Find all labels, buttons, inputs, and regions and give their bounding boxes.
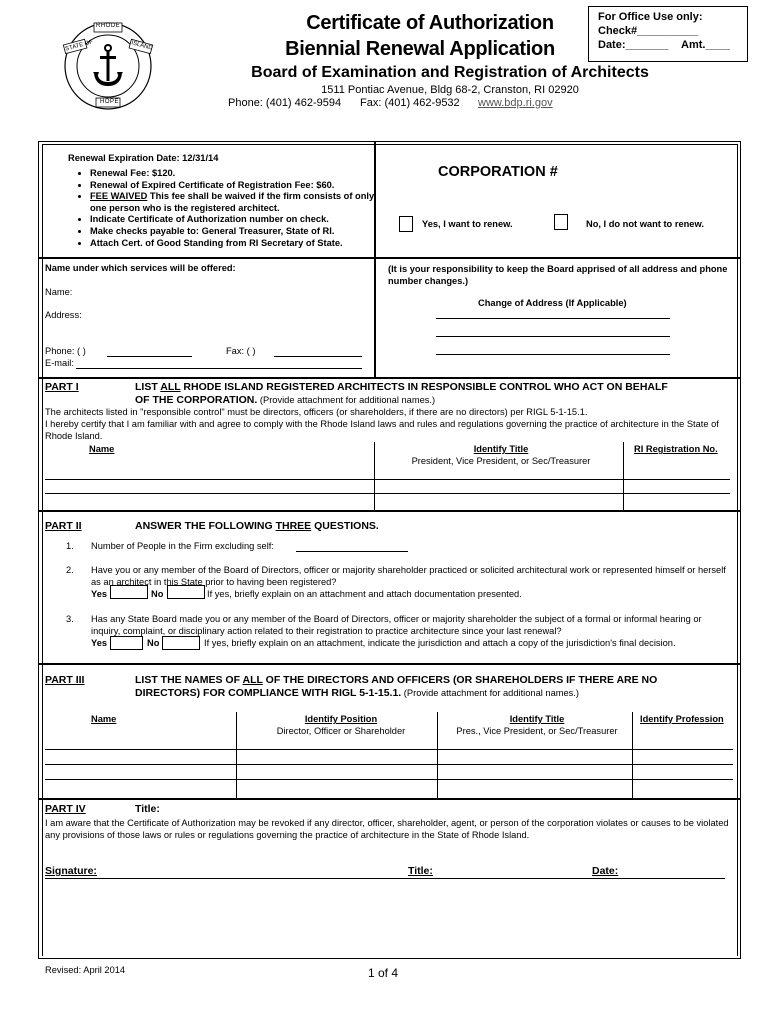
seal-top-text: RHODE <box>96 23 121 29</box>
seal-bottom-text: HOPE <box>100 99 120 105</box>
signature-date-label: Date: <box>592 865 619 877</box>
renewal-item: • FEE WAIVED This fee shall be waived if the firm consists of only one person who is the registered architect. <box>90 191 390 214</box>
q2-no-box[interactable] <box>167 585 205 599</box>
corporation-number-label: CORPORATION # <box>438 164 558 180</box>
board-website-link[interactable]: www.bdp.ri.gov <box>478 97 553 109</box>
part3-col-profession: Identify Profession <box>640 714 724 724</box>
q3-no-label: No <box>147 638 160 648</box>
part1-col-name: Name <box>89 444 115 454</box>
part1-col-reg: RI Registration No. <box>634 444 718 454</box>
part3-row-line[interactable] <box>45 764 733 765</box>
part3-label: PART III <box>45 674 85 686</box>
part4-title: Title: <box>135 803 160 815</box>
board-fax: Fax: (401) 462-9532 <box>360 97 460 109</box>
renewal-expiration: Renewal Expiration Date: 12/31/14 <box>68 153 219 163</box>
title-line-1: Certificate of Authorization <box>306 12 554 34</box>
renewal-item: • Indicate Certificate of Authorization number on check. <box>90 214 390 226</box>
renewal-item: • Renewal Fee: $120. <box>90 168 390 180</box>
renew-no-label: No, I do not want to renew. <box>586 219 704 229</box>
signature-input[interactable] <box>45 878 725 879</box>
q3-text: Has any State Board made you or any member of the Board of Directors, officer or majority shareholder the subject of a formal or informal hearing or inquiry, complaint, or disciplinary action related to their registration to practice architecture since your last renewal? <box>91 614 702 636</box>
part1-row-line[interactable] <box>45 493 730 494</box>
fax-input[interactable] <box>274 356 362 357</box>
change-address-line-2[interactable] <box>436 336 670 337</box>
renewal-item: • Renewal of Expired Certificate of Registration Fee: $60. <box>90 180 390 192</box>
part2-title: ANSWER THE FOLLOWING THREE QUESTIONS. <box>135 520 379 532</box>
board-address: 1511 Pontiac Avenue, Bldg 68-2, Cranston, RI 02920 <box>321 84 579 96</box>
services-address-label: Address: <box>45 310 82 320</box>
office-use-title: For Office Use only: <box>598 11 703 23</box>
office-use-check: Check#__________ <box>598 25 699 37</box>
seal-left-text: STATE OF <box>64 39 94 53</box>
part1-col-title: Identify Title <box>473 444 529 454</box>
part1-row-line[interactable] <box>45 479 730 480</box>
part1-paragraph-1: The architects listed in "responsible control" must be directors, officers (or shareholders, if there are no directors) per RIGL 5-1-15.1. <box>45 407 588 417</box>
part1-label: PART I <box>45 381 79 393</box>
revised-date: Revised: April 2014 <box>45 965 126 975</box>
q3-no-box[interactable] <box>162 636 200 650</box>
q3-yes-label: Yes <box>91 638 108 648</box>
change-address-heading: Change of Address (If Applicable) <box>478 298 627 308</box>
q3-number: 3. <box>66 614 74 624</box>
part3-col-name: Name <box>91 714 117 724</box>
signature-label: Signature: <box>45 865 97 877</box>
signature-title-label: Title: <box>408 865 433 877</box>
services-heading: Name under which services will be offered: <box>45 263 236 273</box>
renew-no-checkbox[interactable] <box>554 214 568 230</box>
q3-if-yes: If yes, briefly explain on an attachment, indicate the jurisdiction and attach a copy of the jurisdiction's final decision. <box>204 638 676 648</box>
board-name: Board of Examination and Registration of Architects <box>251 64 649 81</box>
renew-yes-label: Yes, I want to renew. <box>422 219 513 229</box>
state-seal <box>62 20 154 112</box>
q2-text: Have you or any member of the Board of Directors, officer or majority shareholder practiced or solicited architectural work or represented himself or herself as an architect in this State prior to having been registered? <box>91 565 726 587</box>
title-line-2: Biennial Renewal Application <box>285 38 555 60</box>
q2-number: 2. <box>66 565 74 575</box>
q1-people-input[interactable] <box>296 551 408 552</box>
part3-row-line[interactable] <box>45 749 733 750</box>
q2-if-yes: If yes, briefly explain on an attachment and attach documentation presented. <box>207 589 522 599</box>
seal-right-text: ISLAND <box>130 40 154 52</box>
part4-paragraph: I am aware that the Certificate of Authorization may be revoked if any director, officer, shareholder, agent, or person of the corporation violates or causes to be violated any provisions of those laws or rules or regulations governing the practice of architecture in the State of Rhode Island. <box>45 818 729 840</box>
part3-title-line2: DIRECTORS) FOR COMPLIANCE WITH RIGL 5-1-15.1. (Provide attachment for additional names.) <box>135 687 579 699</box>
q2-yes-box[interactable] <box>110 585 148 599</box>
part1-title-line2: OF THE CORPORATION. (Provide attachment for additional names.) <box>135 394 436 406</box>
part3-col-title-sub: Pres., Vice President, or Sec/Treasurer <box>456 726 618 736</box>
part1-paragraph-2: I hereby certify that I am familiar with and agree to comply with the Rhode Island laws and rules and regulations governing the practice of architecture in the State of Rhode Island. <box>45 419 719 441</box>
part4-label: PART IV <box>45 803 86 815</box>
email-input[interactable] <box>76 368 362 369</box>
q1-number: 1. <box>66 541 74 551</box>
office-use-box <box>588 6 748 62</box>
board-phone: Phone: (401) 462-9594 <box>228 97 342 109</box>
renewal-list <box>68 168 390 249</box>
office-use-amt: Amt.____ <box>681 39 730 51</box>
phone-input[interactable] <box>107 356 192 357</box>
services-phone-label: Phone: ( ) <box>45 346 86 356</box>
page-number: 1 of 4 <box>368 966 399 980</box>
change-address-line-1[interactable] <box>436 318 670 319</box>
part3-row-line[interactable] <box>45 779 733 780</box>
q1-text: Number of People in the Firm excluding self: <box>91 541 274 551</box>
change-address-line-3[interactable] <box>436 354 670 355</box>
part1-title: LIST ALL RHODE ISLAND REGISTERED ARCHITECTS IN RESPONSIBLE CONTROL WHO ACT ON BEHALF <box>135 381 668 393</box>
services-fax-label: Fax: ( ) <box>226 346 256 356</box>
office-use-date: Date:_______ <box>598 39 669 51</box>
q2-no-label: No <box>151 589 164 599</box>
part3-col-position: Identify Position <box>304 714 378 724</box>
part1-col-title-sub: President, Vice President, or Sec/Treasurer <box>411 456 591 466</box>
q3-yes-box[interactable] <box>110 636 143 650</box>
change-address-note: (It is your responsibility to keep the Board apprised of all address and phone number changes.) <box>388 264 728 286</box>
services-email-label: E-mail: <box>45 358 74 368</box>
renewal-item: • Make checks payable to: General Treasurer, State of RI. <box>90 226 390 238</box>
part2-label: PART II <box>45 520 82 532</box>
renew-yes-checkbox[interactable] <box>399 216 413 232</box>
q2-yes-label: Yes <box>91 589 108 599</box>
part3-col-title: Identify Title <box>509 714 565 724</box>
renewal-item: • Attach Cert. of Good Standing from RI Secretary of State. <box>90 238 390 250</box>
part3-title: LIST THE NAMES OF ALL OF THE DIRECTORS AND OFFICERS (OR SHAREHOLDERS IF THERE ARE NO <box>135 674 658 686</box>
part3-col-position-sub: Director, Officer or Shareholder <box>276 726 406 736</box>
services-name-label: Name: <box>45 287 73 297</box>
